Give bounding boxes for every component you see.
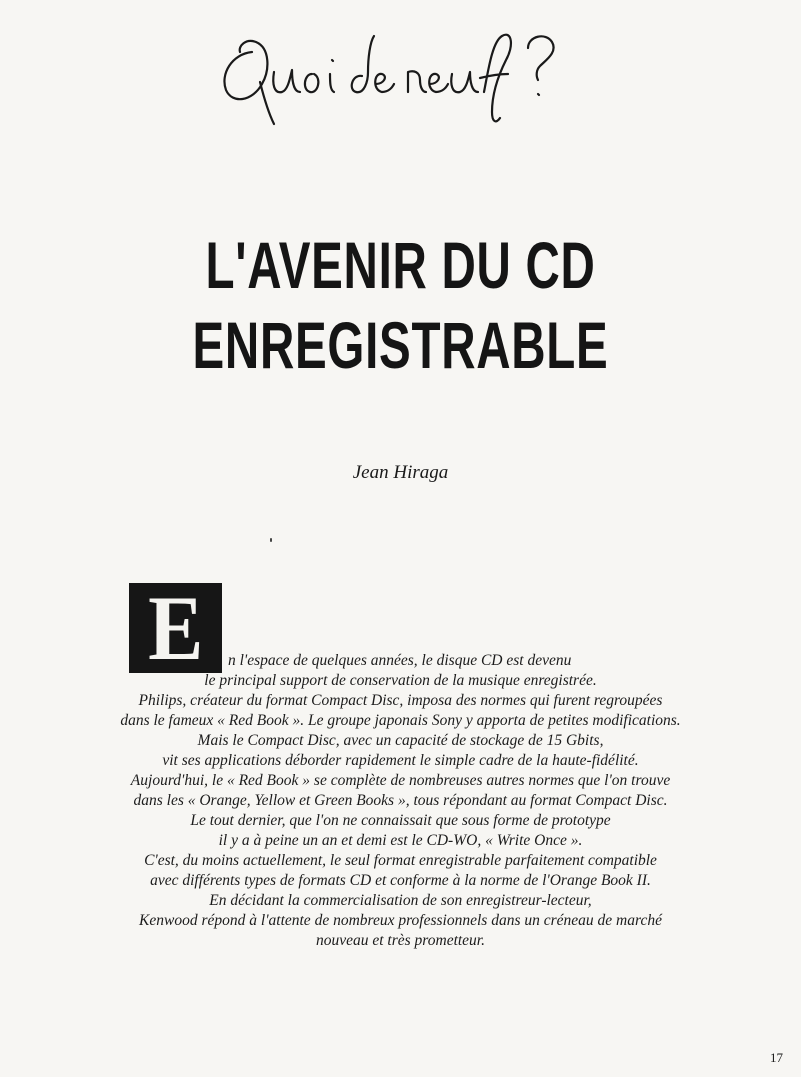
body-line: nouveau et très prometteur. (315, 932, 486, 949)
headline-line-2: ENREGISTRABLE (192, 308, 609, 382)
body-line: Kenwood répond à l'attente de nombreux professionnels dans un créneau de marché (139, 912, 662, 929)
body-line: Mais le Compact Disc, avec un capacité de stockage de 15 Gbits, (197, 732, 604, 749)
body-line: Aujourd'hui, le « Red Book » se complète de nombreuses autres normes que l'on trouve (130, 772, 671, 789)
body-line: En décidant la commercialisation de son enregistreur-lecteur, (209, 892, 592, 909)
body-line: dans le fameux « Red Book ». Le groupe japonais Sony y apporta de petites modifications. (120, 712, 681, 729)
print-speck (270, 538, 272, 542)
body-line: dans les « Orange, Yellow et Green Books », tous répondant au format Compact Disc. (133, 792, 668, 809)
body-line: C'est, du moins actuellement, le seul format enregistrable parfaitement compatible (144, 852, 657, 869)
headline-line-1: L'AVENIR DU CD (205, 228, 596, 302)
body-line: le principal support de conservation de la musique enregistrée. (204, 672, 597, 689)
body-line: Philips, créateur du format Compact Disc, imposa des normes qui furent regroupées (138, 692, 663, 709)
body-line: il y a à peine un an et demi est le CD-WO, « Write Once ». (218, 832, 583, 849)
drop-cap-letter: E (147, 583, 204, 673)
drop-cap (129, 583, 222, 673)
body-line: avec différents types de formats CD et conforme à la norme de l'Orange Book II. (150, 872, 651, 889)
body-line: n l'espace de quelques années, le disque CD est devenu (228, 652, 572, 669)
page-number: 17 (770, 1050, 783, 1065)
handwritten-rubric (212, 12, 592, 132)
body-line: Le tout dernier, que l'on ne connaissait que sous forme de prototype (190, 812, 611, 829)
author-byline: Jean Hiraga (352, 462, 449, 483)
handwritten-rubric-drawing (212, 12, 592, 132)
body-line: vit ses applications déborder rapidement le simple cadre de la haute-fidélité. (162, 752, 639, 769)
article-headline (0, 228, 801, 382)
